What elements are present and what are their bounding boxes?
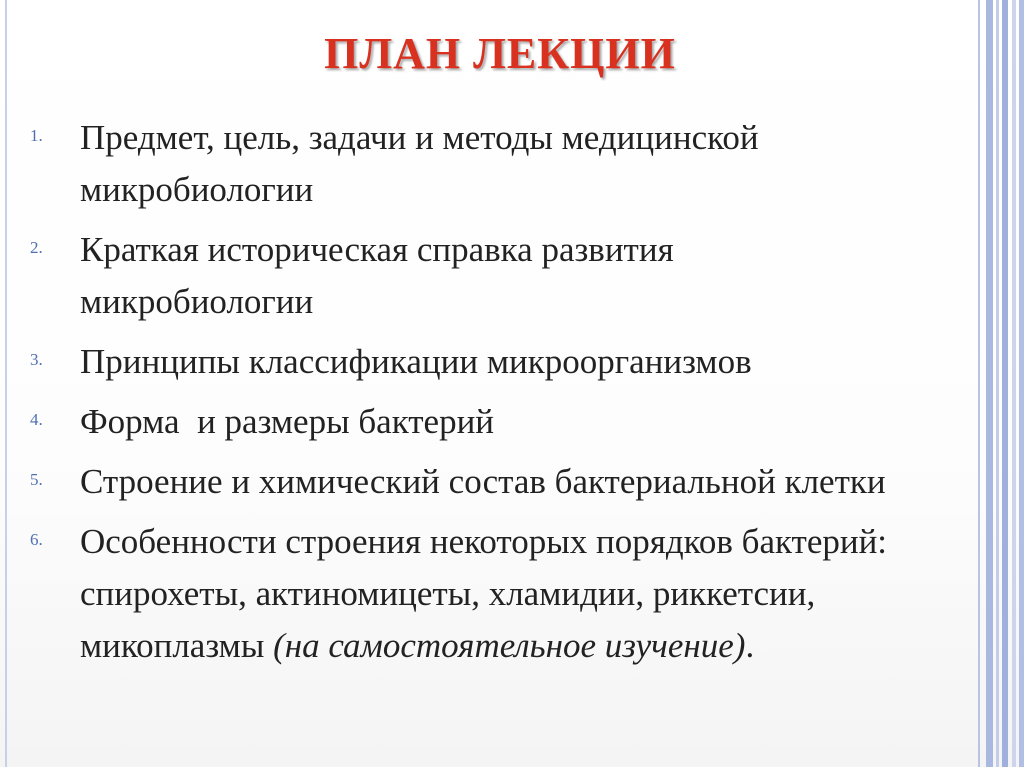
list-item [30,396,1010,448]
decorative-stripe [1012,0,1016,767]
item-line: микробиологии [80,282,314,321]
item-line: микоплазмы [80,626,274,665]
item-line-end: . [745,626,755,665]
item-number: 6. [30,530,43,549]
list-item [30,224,1010,328]
lecture-plan-list [30,112,1010,680]
item-number: 2. [30,238,43,257]
item-text [80,336,752,388]
list-item [30,112,1010,216]
item-number: 4. [30,410,43,429]
left-border [5,0,7,767]
item-text [80,224,674,328]
item-number: 5. [30,470,43,489]
decorative-stripe [1019,0,1024,767]
item-text [80,112,759,216]
item-text [80,516,887,672]
item-line: Предмет, цель, задачи и методы медицинской [80,118,759,157]
item-line-with-note [80,620,887,672]
item-number: 1. [30,126,43,145]
list-item [30,516,1010,672]
item-text [80,396,494,448]
item-line: Краткая историческая справка развития [80,230,674,269]
item-text [80,456,886,508]
item-line: Особенности строения некоторых порядков бактерий: [80,522,888,561]
self-study-note: (на самостоятельное изучение) [273,626,746,665]
item-number: 3. [30,350,43,369]
list-item [30,456,1010,508]
item-line: Строение и химический состав бактериальной клетки [80,462,886,501]
item-line: Принципы классификации микроорганизмов [80,342,752,381]
item-line: микробиологии [80,170,314,209]
item-line: Форма и размеры бактерий [80,402,495,441]
item-line: спирохеты, актиномицеты, хламидии, риккетсии, [80,574,816,613]
list-item [30,336,1010,388]
slide-title: ПЛАН ЛЕКЦИИ [324,29,676,78]
